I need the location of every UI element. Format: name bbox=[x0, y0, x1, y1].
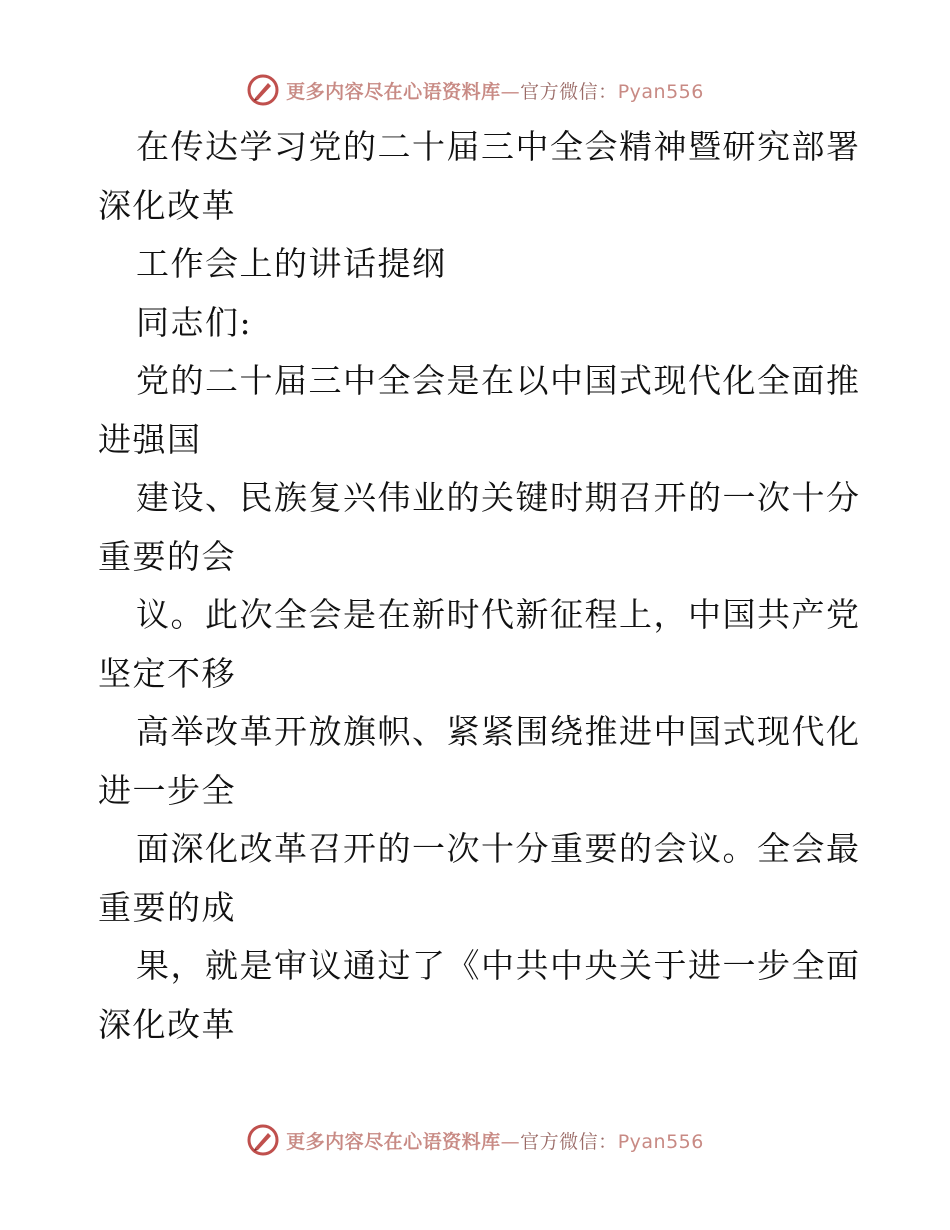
watermark-id: Pyan556 bbox=[617, 1130, 704, 1153]
text-line: 高举改革开放旗帜、紧紧围绕推进中国式现代化 bbox=[136, 712, 861, 751]
text-line: 工作会上的讲话提纲 bbox=[136, 244, 447, 283]
header-watermark bbox=[0, 70, 950, 110]
text-line: 进一步全 bbox=[98, 770, 236, 810]
text-line: 面深化改革召开的一次十分重要的会议。全会最 bbox=[136, 829, 861, 868]
text-line: 同志们: bbox=[136, 302, 253, 342]
watermark-brand: 更多内容尽在心语资料库 bbox=[286, 80, 501, 103]
text-line: 深化改革 bbox=[98, 185, 236, 225]
watermark-text bbox=[286, 77, 704, 104]
text-line: 深化改革 bbox=[98, 1004, 236, 1044]
text-line: 在传达学习党的二十届三中全会精神暨研究部署 bbox=[136, 127, 861, 166]
document-body bbox=[98, 118, 861, 1054]
footer-watermark bbox=[0, 1120, 950, 1160]
watermark-label: 官方微信： bbox=[520, 1130, 618, 1153]
pen-logo-icon bbox=[246, 73, 280, 107]
text-line: 果，就是审议通过了《中共中央关于进一步全面 bbox=[136, 946, 861, 985]
watermark-label: 官方微信： bbox=[520, 80, 618, 103]
text-line: 建设、民族复兴伟业的关键时期召开的一次十分 bbox=[136, 478, 861, 517]
pen-logo-icon bbox=[246, 1123, 280, 1157]
text-line: 进强国 bbox=[98, 419, 202, 459]
watermark-text bbox=[286, 1127, 704, 1154]
watermark-id: Pyan556 bbox=[617, 80, 704, 103]
watermark-brand: 更多内容尽在心语资料库 bbox=[286, 1130, 501, 1153]
text-line: 重要的会 bbox=[98, 536, 236, 576]
watermark-dash: — bbox=[500, 80, 521, 103]
watermark-dash: — bbox=[500, 1130, 521, 1153]
text-line: 重要的成 bbox=[98, 887, 236, 927]
text-line: 党的二十届三中全会是在以中国式现代化全面推 bbox=[136, 361, 861, 400]
text-line: 坚定不移 bbox=[98, 653, 236, 693]
text-line: 议。此次全会是在新时代新征程上，中国共产党 bbox=[136, 595, 861, 634]
